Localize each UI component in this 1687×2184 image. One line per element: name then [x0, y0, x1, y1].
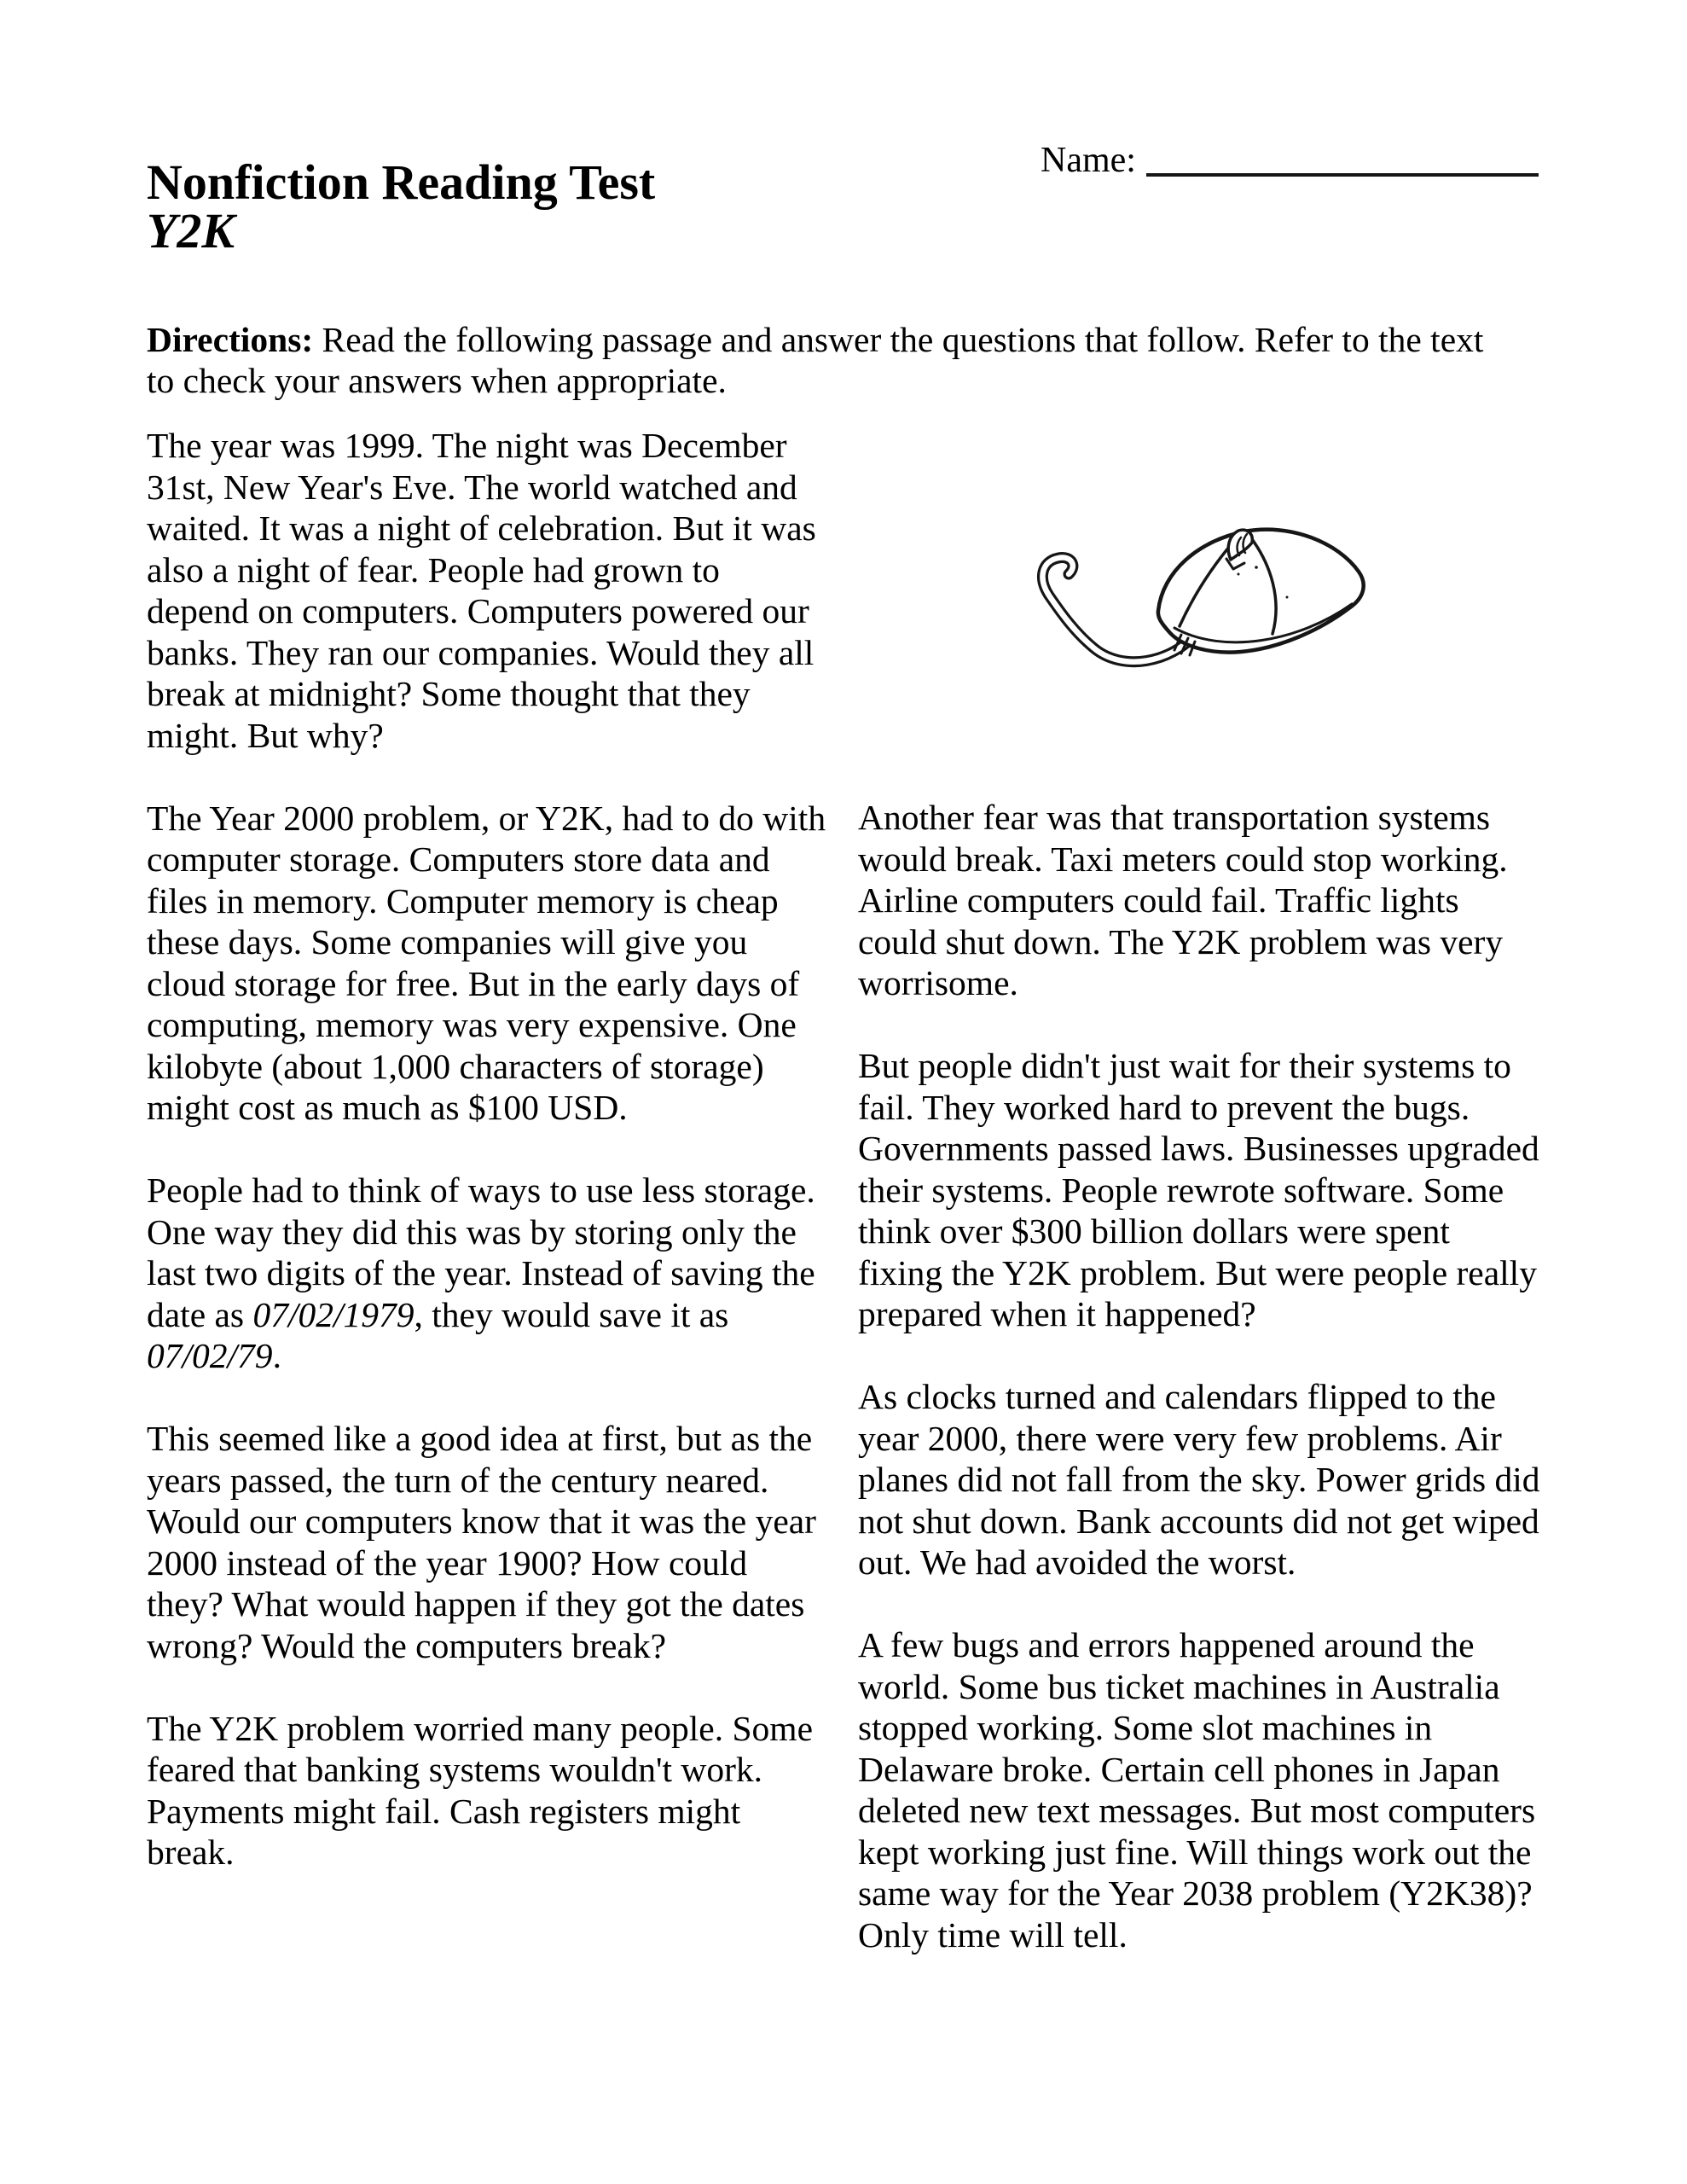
directions-text-2: to check your answers when appropriate. [147, 361, 727, 400]
paragraph-3-text-end: . [272, 1336, 281, 1375]
paragraph-3 [147, 1170, 829, 1377]
paragraph-3-text-mid: , they would save it as [414, 1294, 729, 1334]
passage-column-right [858, 797, 1540, 1997]
paragraph-7: But people didn't just wait for their systems to fail. They worked hard to prevent the bugs. Governments passed laws. Businesses upgraded their systems. People rewrote software. Some think over $300 billion dollars were spent fixing the Y2K problem. But were people really prepared when it happened? [858, 1046, 1539, 1333]
paragraph-2: The Year 2000 problem, or Y2K, had to do with computer storage. Computers store data and files in memory. Computer memory is cheap these days. Some companies will give you cloud storage for free. But in the early days of computing, memory was very expensive. One kilobyte (about 1,000 characters of storage) might cost as much as $100 USD. [147, 798, 826, 1127]
name-fill-in-line[interactable] [1146, 139, 1539, 177]
page-title: Nonfiction Reading Test [147, 154, 656, 210]
paragraph-3-text: People had to think of ways to use less storage. One way they did this was by storing only the last two digits of the year. Instead of saving the date as [147, 1170, 815, 1334]
title-block [147, 154, 656, 258]
name-row [1041, 134, 1539, 181]
paragraph-8: As clocks turned and calendars flipped to the year 2000, there were very few problems. Air planes did not fall from the sky. Power grids did not shut down. Bank accounts did not get wiped out. We had avoided the worst. [858, 1377, 1540, 1582]
page-subtitle: Y2K [147, 203, 235, 258]
date-short-example: 07/02/79 [147, 1336, 273, 1375]
directions-line-1 [147, 319, 1597, 361]
mouse-body [1158, 530, 1364, 655]
directions-label: Directions: [147, 319, 314, 359]
name-label: Name: [1041, 141, 1136, 180]
date-full-example: 07/02/1979 [252, 1294, 415, 1334]
paragraph-6: Another fear was that transportation systems would break. Taxi meters could stop working. Airline computers could fail. Traffic lights could shut down. The Y2K problem was very worrisome. [858, 798, 1508, 1002]
paragraph-4: This seemed like a good idea at first, but as the years passed, the turn of the century neared. Would our computers know that it was the year 2000 instead of the year 1900? How could they? What would happen if they got the dates wrong? Would the computers break? [147, 1419, 816, 1665]
directions-text-1: Read the following passage and answer the questions that follow. Refer to the text [313, 319, 1484, 359]
paragraph-9: A few bugs and errors happened around the world. Some bus ticket machines in Australia stopped working. Some slot machines in Delaware broke. Certain cell phones in Japan deleted new text messages. But most computers kept working just fine. Will things work out the same way for the Year 2038 problem (Y2K38)? Only time will tell. [858, 1625, 1536, 1955]
computer-mouse-icon [1028, 520, 1369, 678]
paragraph-5: The Y2K problem worried many people. Some feared that banking systems wouldn't work. Payments might fail. Cash registers might break. [147, 1708, 814, 1872]
passage-column-left [147, 425, 829, 1914]
directions [147, 319, 1597, 402]
paragraph-1: The year was 1999. The night was December 31st, New Year's Eve. The world watched and waited. It was a night of celebration. But it was also a night of fear. People had grown to depend on computers. Computers powered our banks. They ran our companies. Would they all break at midnight? Some thought that they might. But why? [147, 426, 816, 755]
